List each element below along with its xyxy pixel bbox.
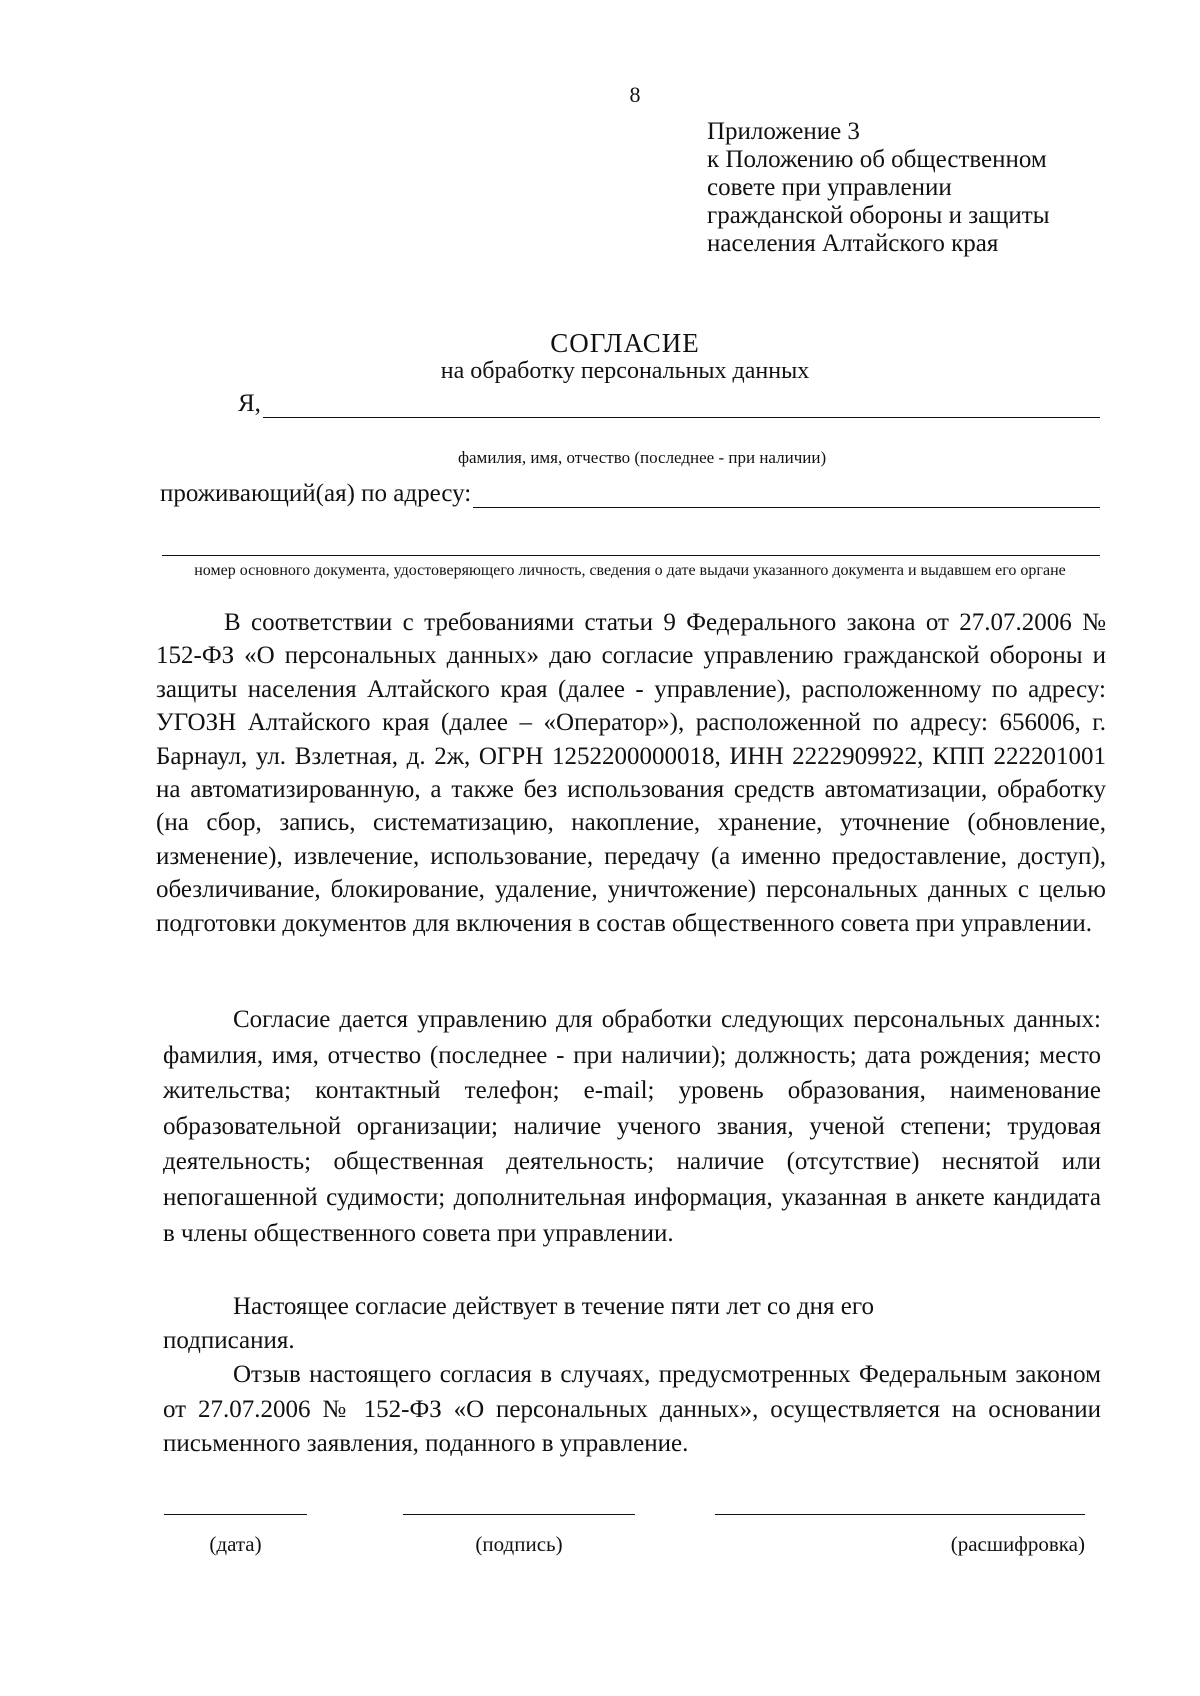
appendix-line: совете при управлении [707, 174, 952, 201]
page-number: 8 [629, 82, 641, 107]
document-field-note: номер основного документа, удостоверяющего личность, сведения о дате выдачи указанного документа и выдавшем его органе [194, 562, 1066, 579]
appendix-header [707, 118, 1050, 258]
appendix-line: к Положению об общественном [707, 146, 1047, 173]
fio-field-note: фамилия, имя, отчество (последнее - при наличии) [458, 448, 827, 467]
address-field-row [160, 478, 1100, 508]
appendix-line: гражданской обороны и защиты [707, 202, 1050, 229]
name-decoding-line[interactable] [715, 1514, 1085, 1515]
signature-label: (подпись) [475, 1532, 563, 1556]
document-field-line[interactable] [162, 555, 1100, 556]
fio-field-row [238, 388, 1100, 418]
date-label: (дата) [209, 1532, 262, 1556]
date-line[interactable] [164, 1514, 307, 1515]
document-title: СОГЛАСИЕ [550, 328, 700, 358]
consent-paragraph-1: В соответствии с требованиями статьи 9 Федерального закона от 27.07.2006 № 152-ФЗ «О персональных данных» даю согласие управлению гражданской обороны и защиты населения Алтайского края (далее - управление), расположенному по адресу: УГОЗН Алтайского края (далее – «Оператор»), расположенной по адресу: 656006, г. Барнаул, ул. Взлетная, д. 2ж, ОГРН 1252200000018, ИНН 2222909922, КПП 222201001 на автоматизированную, а также без использования средств автоматизации, обработку (на сбор, запись, систематизацию, накопление, хранение, уточнение (обновление, изменение), извлечение, использование, передачу (а именно предоставление, доступ), обезличивание, блокирование, удаление, уничтожение) персональных данных с целью подготовки документов для включения в состав общественного совета при управлении. [156, 609, 1106, 937]
appendix-line: населения Алтайского края [707, 230, 999, 257]
consent-paragraph-2: Согласие дается управлению для обработки следующих персональных данных: фамилия, имя, отчество (последнее - при наличии); должность; дата рождения; место жительства; контактный телефон; e-mail; уровень образования, наименование образовательной организации; наличие ученого звания, ученой степени; трудовая деятельность; общественная деятельность; наличие (отсутствие) неснятой или непогашенной судимости; дополнительная информация, указанная в анкете кандидата в члены общественного совета при управлении. [163, 1006, 1101, 1247]
address-field-line[interactable] [473, 483, 1100, 508]
fio-field-line[interactable] [263, 393, 1100, 418]
fio-field-label: Я, [238, 390, 261, 417]
address-field-label: проживающий(ая) по адресу: [160, 480, 472, 507]
signature-line[interactable] [403, 1514, 635, 1515]
appendix-line: Приложение 3 [707, 118, 860, 145]
consent-paragraph-4: Отзыв настоящего согласия в случаях, предусмотренных Федеральным законом от 27.07.2006 № 152-ФЗ «О персональных данных», осуществляется на основании письменного заявления, поданного в управление. [163, 1361, 1101, 1457]
name-decoding-label: (расшифровка) [950, 1532, 1085, 1556]
consent-paragraph-3: Настоящее согласие действует в течение пяти лет со дня его подписания. [163, 1293, 874, 1354]
document-subtitle: на обработку персональных данных [440, 358, 810, 384]
